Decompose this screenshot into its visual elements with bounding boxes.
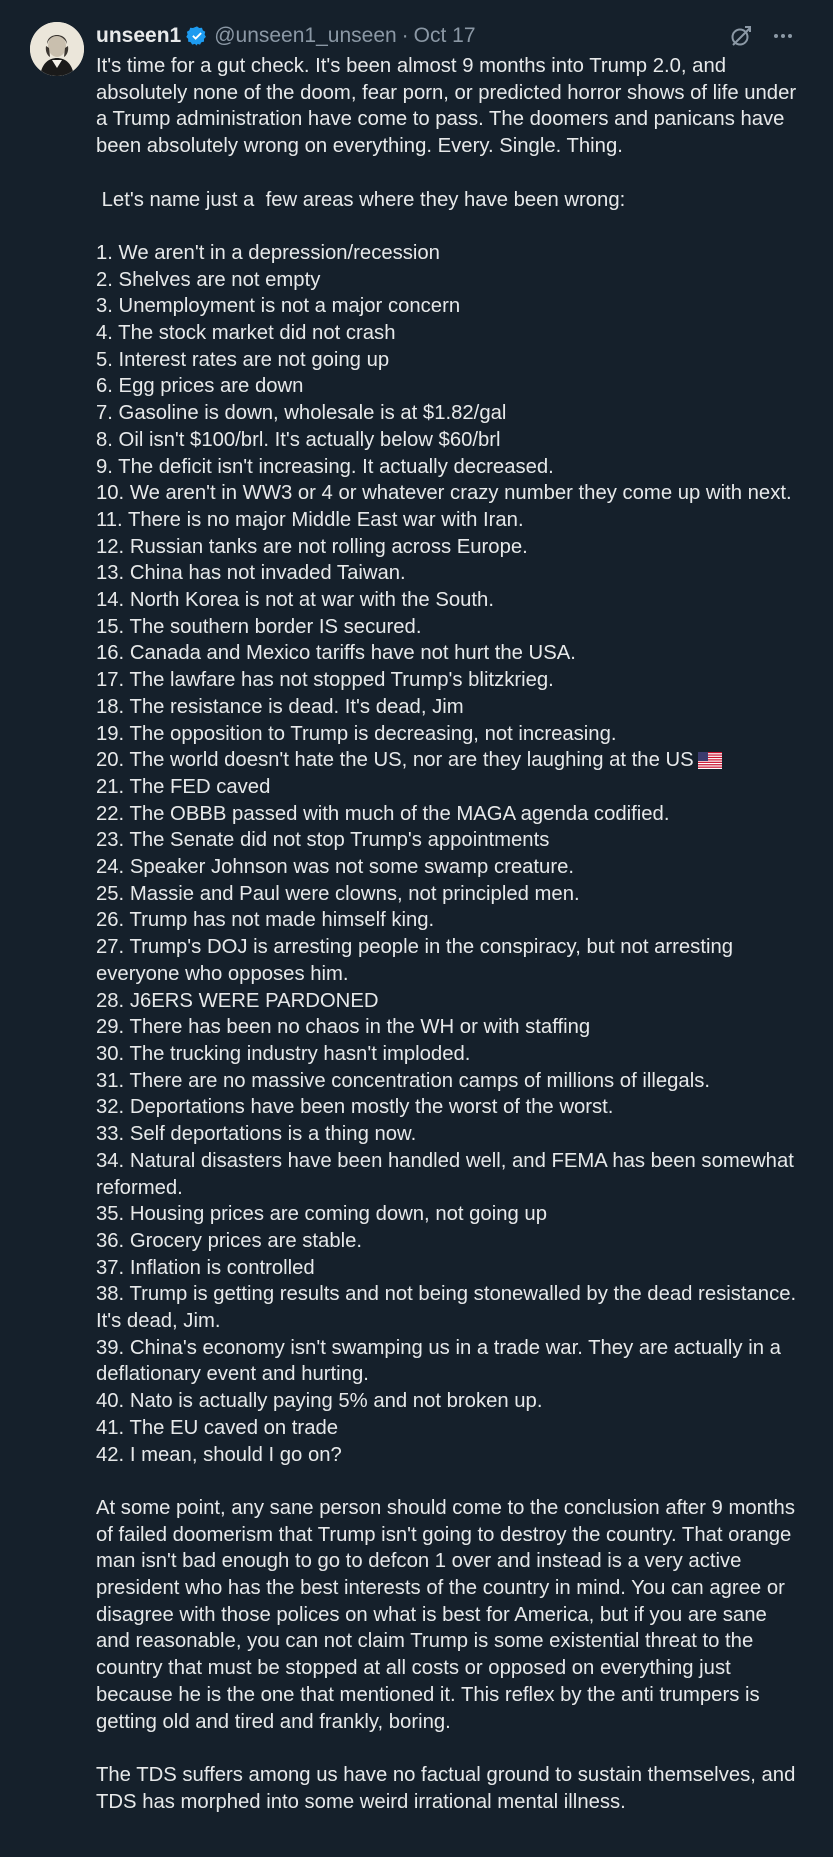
intro-paragraph: It's time for a gut check. It's been almost 9 months into Trump 2.0, and absolutely none of the doom, fear porn, or predicted horror shows of life under a Trump administration have come to pass. The doomers and panicans have been absolutely wrong on everything. Every. Single. Thing. (96, 55, 797, 158)
list-item-text: 1. We aren't in a depression/recession (96, 241, 440, 264)
list-item-text: 17. The lawfare has not stopped Trump's blitzkrieg. (96, 669, 554, 692)
items-list (96, 240, 806, 1468)
list-item-text: 15. The southern border IS secured. (96, 615, 422, 638)
list-item (96, 1094, 806, 1121)
list-item-text: 34. Natural disasters have been handled well, and FEMA has been somewhat reformed. (96, 1149, 794, 1199)
list-item-text: 14. North Korea is not at war with the South. (96, 589, 494, 612)
lead-line: Let's name just a few areas where they have been wrong: (96, 188, 626, 211)
list-item (96, 534, 806, 561)
post-date[interactable]: Oct 17 (413, 24, 476, 47)
list-item-text: 8. Oil isn't $100/brl. It's actually below $60/brl (96, 428, 501, 451)
list-item (96, 854, 806, 881)
list-item-text: 5. Interest rates are not going up (96, 348, 390, 371)
list-item (96, 801, 806, 828)
list-item (96, 267, 806, 294)
list-item (96, 1228, 806, 1255)
list-item-text: 37. Inflation is controlled (96, 1256, 315, 1279)
list-item (96, 427, 806, 454)
list-item (96, 747, 806, 774)
list-item-text: 42. I mean, should I go on? (96, 1443, 342, 1466)
author-name[interactable]: unseen1 (96, 24, 182, 47)
tweet-header (96, 22, 813, 50)
list-item-text: 9. The deficit isn't increasing. It actually decreased. (96, 455, 554, 478)
list-item (96, 587, 806, 614)
list-item (96, 881, 806, 908)
list-item-text: 20. The world doesn't hate the US, nor are they laughing at the US (96, 749, 694, 772)
separator: · (401, 24, 409, 47)
list-item (96, 293, 806, 320)
list-item-text: 32. Deportations have been mostly the worst of the worst. (96, 1096, 614, 1119)
list-item (96, 373, 806, 400)
list-item (96, 1255, 806, 1282)
list-item-text: 13. China has not invaded Taiwan. (96, 562, 406, 585)
avatar-portrait-icon (30, 22, 84, 76)
list-item (96, 320, 806, 347)
list-item-text: 25. Massie and Paul were clowns, not principled men. (96, 882, 580, 905)
list-item-text: 7. Gasoline is down, wholesale is at $1.82/gal (96, 402, 507, 425)
list-item-text: 18. The resistance is dead. It's dead, Jim (96, 695, 464, 718)
list-item (96, 907, 806, 934)
list-item (96, 640, 806, 667)
blank-line (96, 160, 806, 187)
list-item-text: 6. Egg prices are down (96, 375, 304, 398)
more-options-icon[interactable] (771, 24, 795, 48)
list-item-text: 3. Unemployment is not a major concern (96, 295, 461, 318)
list-item (96, 480, 806, 507)
list-item (96, 827, 806, 854)
list-item (96, 1442, 806, 1469)
list-item (96, 560, 806, 587)
list-item-text: 29. There has been no chaos in the WH or with staffing (96, 1016, 591, 1039)
list-item-text: 23. The Senate did not stop Trump's appointments (96, 829, 550, 852)
list-item-text: 31. There are no massive concentration camps of millions of illegals. (96, 1069, 710, 1092)
list-item-text: 10. We aren't in WW3 or 4 or whatever crazy number they come up with next. (96, 482, 792, 505)
list-item-text: 39. China's economy isn't swamping us in a trade war. They are actually in a deflationary event and hurting. (96, 1336, 781, 1386)
list-item (96, 694, 806, 721)
blank-line (96, 1735, 806, 1762)
list-item (96, 400, 806, 427)
tweet-text (96, 53, 806, 1815)
list-item (96, 774, 806, 801)
list-item-text: 4. The stock market did not crash (96, 322, 396, 344)
list-item (96, 667, 806, 694)
list-item-text: 33. Self deportations is a thing now. (96, 1123, 417, 1146)
list-item-text: 24. Speaker Johnson was not some swamp creature. (96, 856, 574, 879)
author-handle[interactable]: @unseen1_unseen (214, 24, 397, 47)
list-item (96, 934, 806, 987)
grok-icon[interactable] (729, 24, 753, 48)
list-item-text: 19. The opposition to Trump is decreasing, not increasing. (96, 722, 617, 745)
list-item (96, 454, 806, 481)
list-item-text: 12. Russian tanks are not rolling across Europe. (96, 535, 528, 558)
avatar[interactable] (30, 22, 84, 76)
list-item (96, 240, 806, 267)
list-item (96, 1415, 806, 1442)
list-item-text: 28. J6ERS WERE PARDONED (96, 989, 379, 1012)
us-flag-icon (698, 752, 722, 769)
list-item (96, 988, 806, 1015)
list-item-text: 11. There is no major Middle East war with Iran. (96, 508, 524, 531)
list-item (96, 721, 806, 748)
list-item-text: 36. Grocery prices are stable. (96, 1229, 363, 1252)
list-item (96, 1281, 806, 1334)
header-actions (729, 22, 795, 50)
closing-paragraph: The TDS suffers among us have no factual ground to sustain themselves, and TDS has morphed into some weird irrational mental illness. (96, 1763, 796, 1813)
list-item (96, 1068, 806, 1095)
list-item-text: 22. The OBBB passed with much of the MAGA agenda codified. (96, 802, 670, 825)
list-item-text: 40. Nato is actually paying 5% and not broken up. (96, 1390, 543, 1413)
list-item-text: 16. Canada and Mexico tariffs have not hurt the USA. (96, 642, 576, 665)
list-item-text: 38. Trump is getting results and not being stonewalled by the dead resistance. It's dead, Jim. (96, 1283, 797, 1333)
list-item (96, 1014, 806, 1041)
list-item (96, 1388, 806, 1415)
list-item (96, 1335, 806, 1388)
blank-line (96, 1468, 806, 1495)
list-item-text: 35. Housing prices are coming down, not going up (96, 1203, 547, 1226)
list-item (96, 1148, 806, 1201)
list-item (96, 1041, 806, 1068)
list-item-text: 2. Shelves are not empty (96, 268, 321, 291)
list-item (96, 507, 806, 534)
list-item-text: 26. Trump has not made himself king. (96, 909, 435, 932)
list-item (96, 1201, 806, 1228)
list-item (96, 347, 806, 374)
blank-line (96, 213, 806, 240)
verified-badge-icon (186, 25, 208, 47)
list-item-text: 30. The trucking industry hasn't imploded. (96, 1042, 471, 1065)
list-item (96, 1121, 806, 1148)
list-item-text: 21. The FED caved (96, 775, 271, 798)
list-item-text: 41. The EU caved on trade (96, 1416, 339, 1439)
list-item-text: 27. Trump's DOJ is arresting people in the conspiracy, but not arresting everyone who opposes him. (96, 936, 734, 985)
conclusion-paragraph: At some point, any sane person should come to the conclusion after 9 months of failed doomerism that Trump isn't going to destroy the country. That orange man isn't bad enough to go to defcon 1 over and instead is a very active president who has the best interests of the country in mind. You can agree or disagree with those polices on what is best for America, but if you are sane and reasonable, you can not claim Trump is some existential threat to the country that must be stopped at all costs or opposed on everything just because he is the one that mentioned it. This reflex by the anti trumpers is getting old and tired and frankly, boring. (96, 1496, 795, 1733)
list-item (96, 614, 806, 641)
